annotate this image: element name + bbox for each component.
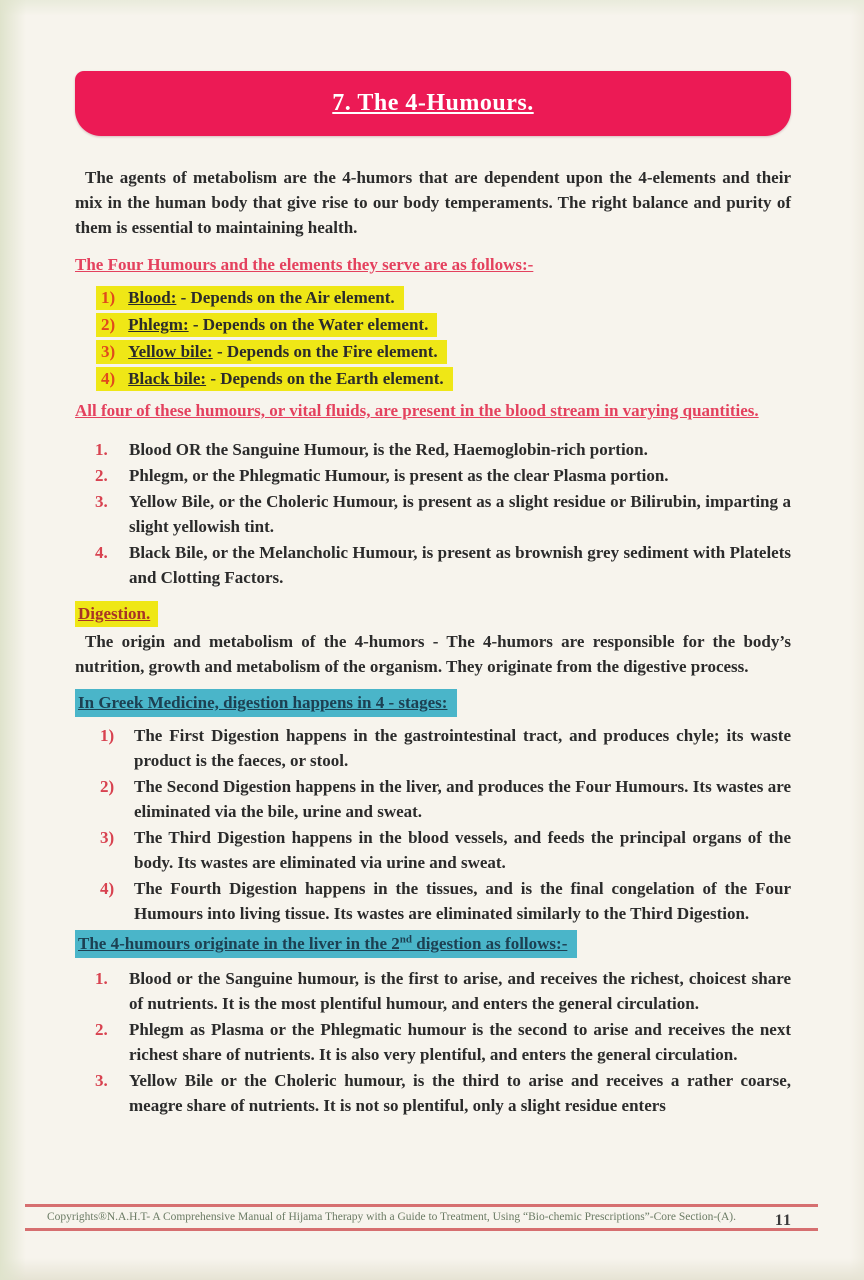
item-number: 1) [100, 726, 115, 745]
item-number: 3) [100, 828, 115, 847]
heading-four-humours: The Four Humours and the elements they serve are as follows:- [75, 255, 534, 274]
humour-element-item [96, 367, 791, 391]
bloodstream-item: 1. Blood OR the Sanguine Humour, is the Red, Haemoglobin-rich portion. [75, 437, 791, 462]
humour-description: - Depends on the Water element. [188, 315, 429, 334]
bloodstream-item: 2. Phlegm, or the Phlegmatic Humour, is present as the clear Plasma portion. [75, 463, 791, 488]
liver-origin-item: 2. Phlegm as Plasma or the Phlegmatic humour is the second to arise and receives the next richest share of nutrients. It is also very plentiful, and enters the general circulation. [75, 1017, 791, 1067]
humour-description: - Depends on the Fire element. [212, 342, 438, 361]
digestion-stage-item: 3) The Third Digestion happens in the blood vessels, and feeds the principal organs of the body. Its wastes are eliminated via urine and sweat. [75, 825, 791, 875]
greek-medicine-heading: In Greek Medicine, digestion happens in 4 - stages: [75, 689, 791, 717]
digestion-stages-list [75, 723, 791, 926]
page-content [75, 137, 791, 1129]
page-footer [25, 1204, 818, 1231]
item-number: 2. [95, 1020, 108, 1039]
item-number: 4. [95, 543, 108, 562]
liver-origin-item: 1. Blood or the Sanguine humour, is the first to arise, and receives the richest, choicest share of nutrients. It is the most plentiful humour, and enters the general circulation. [75, 966, 791, 1016]
item-number: 3. [95, 492, 108, 511]
chapter-banner [75, 71, 791, 136]
digestion-paragraph: The origin and metabolism of the 4-humors - The 4-humors are responsible for the body’s nutrition, growth and metabolism of the organism. They originate from the digestive process. [75, 632, 791, 676]
humour-description: - Depends on the Earth element. [206, 369, 444, 388]
humour-elements-list [75, 286, 791, 391]
humour-description: - Depends on the Air element. [176, 288, 395, 307]
humour-term: Black bile: [128, 369, 207, 388]
intro-paragraph: The agents of metabolism are the 4-humors that are dependent upon the 4-elements and their mix in the human body that give rise to our body temperaments. The right balance and purity of them is essential to maintaining health. [75, 168, 791, 237]
digestion-stage-item: 2) The Second Digestion happens in the liver, and produces the Four Humours. Its wastes are eliminated via the bile, urine and sweat. [75, 774, 791, 824]
bloodstream-item: 4. Black Bile, or the Melancholic Humour, is present as brownish grey sediment with Platelets and Clotting Factors. [75, 540, 791, 590]
bloodstream-list [75, 437, 791, 590]
humour-element-item [96, 340, 791, 364]
liver-origin-heading: The 4-humours originate in the liver in the 2nd digestion as follows:- [75, 930, 791, 958]
digestion-stage-item: 1) The First Digestion happens in the gastrointestinal tract, and produces chyle; its waste product is the faeces, or stool. [75, 723, 791, 773]
humour-term: Yellow bile: [128, 342, 213, 361]
item-number: 3) [101, 342, 116, 361]
liver-origin-list [75, 966, 791, 1118]
item-number: 4) [100, 879, 115, 898]
item-number: 2) [101, 315, 116, 334]
item-number: 3. [95, 1071, 108, 1090]
humour-term: Blood: [128, 288, 177, 307]
bloodstream-item: 3. Yellow Bile, or the Choleric Humour, is present as a slight residue or Bilirubin, imparting a slight yellowish tint. [75, 489, 791, 539]
humour-element-item [96, 313, 791, 337]
liver-origin-item: 3. Yellow Bile or the Choleric humour, is the third to arise and receives a rather coarse, meagre share of nutrients. It is not so plentiful, only a slight residue enters [75, 1068, 791, 1118]
digestion-stage-item: 4) The Fourth Digestion happens in the tissues, and is the final congelation of the Four Humours into living tissue. Its wastes are eliminated similarly to the Third Digestion. [75, 876, 791, 926]
chapter-title: 7. The 4-Humours. [332, 90, 534, 116]
item-number: 1. [95, 969, 108, 988]
item-number: 4) [101, 369, 116, 388]
item-number: 2) [100, 777, 115, 796]
copyright-text: Copyrights®N.A.H.T- A Comprehensive Manual of Hijama Therapy with a Guide to Treatment, Using “Bio-chemic Prescriptions”-Core Section-(A). [46, 1211, 737, 1223]
item-number: 1) [101, 288, 116, 307]
humour-element-item [96, 286, 791, 310]
item-number: 1. [95, 440, 108, 459]
item-number: 2. [95, 466, 108, 485]
ordinal-superscript: nd [399, 933, 412, 946]
humour-term: Phlegm: [128, 315, 189, 334]
heading-bloodstream: All four of these humours, or vital fluids, are present in the blood stream in varying quantities. [75, 401, 759, 420]
digestion-heading: Digestion. [75, 601, 791, 627]
page-number: 11 [774, 1212, 792, 1229]
